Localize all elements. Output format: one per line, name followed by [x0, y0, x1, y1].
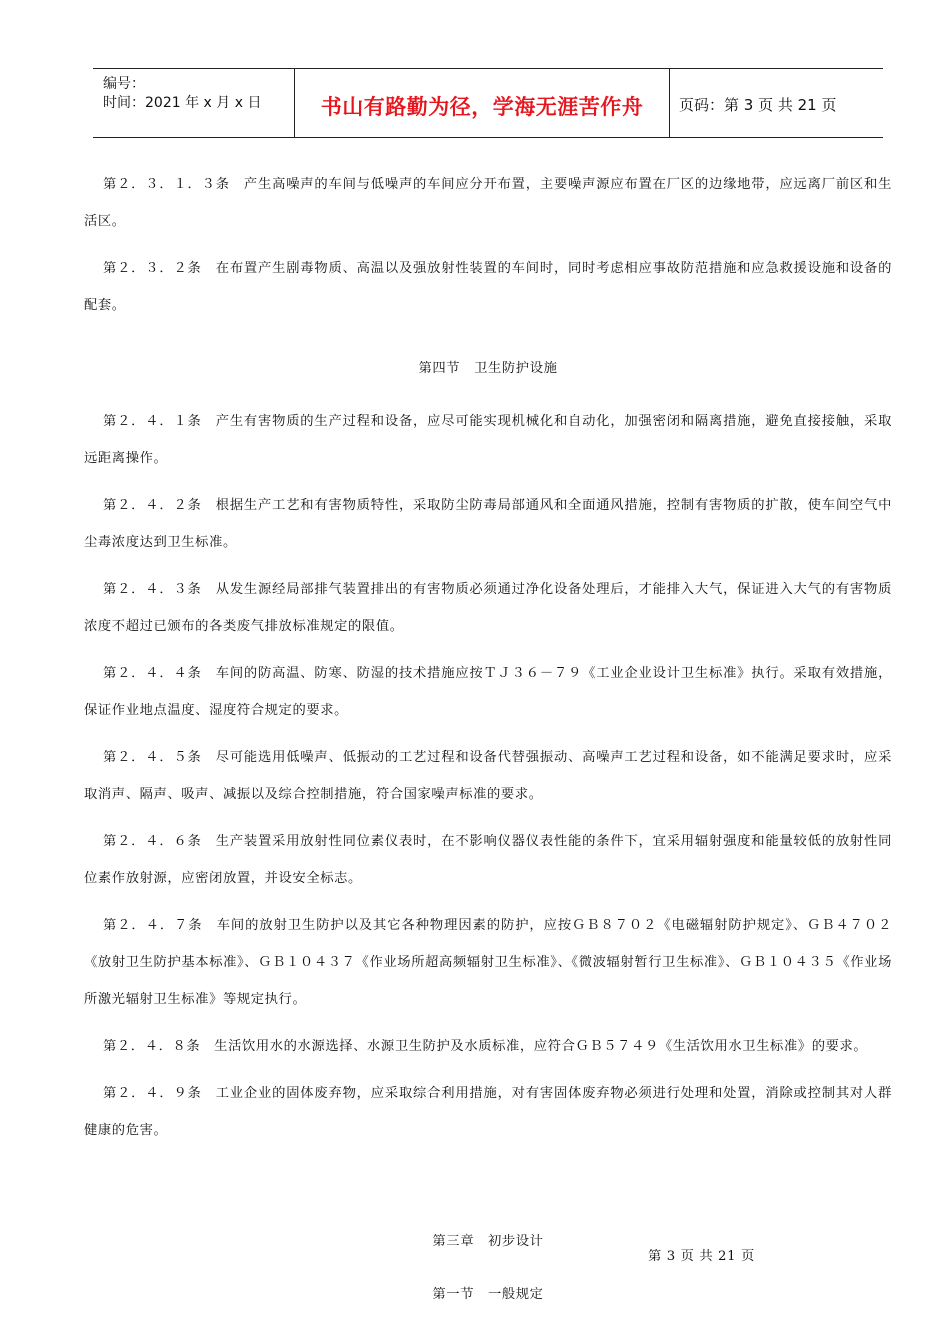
- motto-text: 书山有路勤为径，学海无涯苦作舟: [320, 95, 644, 119]
- article-paragraph: 第２．４．２条 根据生产工艺和有害物质特性，采取防尘防毒局部通风和全面通风措施，控制有害物质的扩散，使车间空气中尘毒浓度达到卫生标准。: [84, 498, 892, 550]
- article-paragraph: 第２．３．２条 在布置产生剧毒物质、高温以及强放射性装置的车间时，同时考虑相应事故防范措施和应急救援设施和设备的配套。: [84, 261, 892, 313]
- spacer: [84, 334, 892, 350]
- article-paragraph: 第２．３．１．３条 产生高噪声的车间与低噪声的车间应分开布置，主要噪声源应布置在厂区的边缘地带，应远离厂前区和生活区。: [84, 177, 892, 229]
- chapter-heading: 第三章 初步设计: [432, 1234, 544, 1249]
- time-label: 时间：2021 年 x 月 x 日: [103, 95, 262, 111]
- spacer: [84, 1260, 892, 1276]
- page-header: [93, 68, 883, 138]
- article-paragraph: 第２．４．３条 从发生源经局部排气装置排出的有害物质必须通过净化设备处理后，才能排入大气，保证进入大气的有害物质浓度不超过已颁布的各类废气排放标准规定的限值。: [84, 582, 892, 634]
- number-label: 编号：: [103, 76, 145, 92]
- header-motto-cell: [294, 69, 670, 137]
- article-paragraph: 第２．４．５条 尽可能选用低噪声、低振动的工艺过程和设备代替强振动、高噪声工艺过程和设备，如不能满足要求时，应采取消声、隔声、吸声、减振以及综合控制措施，符合国家噪声标准的要求。: [84, 750, 892, 802]
- article-paragraph: 第２．４．７条 车间的放射卫生防护以及其它各种物理因素的防护，应按ＧＢ８７０２《电磁辐射防护规定》、ＧＢ４７０２《放射卫生防护基本标准》、ＧＢ１０４３７《作业场所超高频辐射卫生标准》、《微波辐射暂行卫生标准》、ＧＢ１０４３５《作业场所激光辐射卫生标准》等规定执行。: [84, 918, 892, 1007]
- article-paragraph: 第２．４．１条 产生有害物质的生产过程和设备，应尽可能实现机械化和自动化，加强密闭和隔离措施，避免直接接触，采取远距离操作。: [84, 414, 892, 466]
- page-footer: 第 3 页 共 21 页: [648, 1249, 755, 1264]
- section-heading: 第四节 卫生防护设施: [418, 361, 558, 376]
- page-code: 页码：第 3 页 共 21 页: [679, 96, 837, 114]
- spacer: [84, 387, 892, 403]
- spacer: [84, 1159, 892, 1223]
- section-heading: 第一节 一般规定: [432, 1287, 544, 1302]
- header-page-cell: [669, 69, 883, 137]
- article-paragraph: 第２．４．８条 生活饮用水的水源选择、水源卫生防护及水质标准，应符合ＧＢ５７４９《生活饮用水卫生标准》的要求。: [103, 1039, 868, 1054]
- header-meta-cell: [93, 69, 294, 137]
- article-paragraph: 第２．４．４条 车间的防高温、防寒、防湿的技术措施应按ＴＪ３６－７９《工业企业设计卫生标准》执行。采取有效措施，保证作业地点温度、湿度符合规定的要求。: [84, 666, 892, 718]
- article-paragraph: 第２．４．９条 工业企业的固体废弃物，应采取综合利用措施，对有害固体废弃物必须进行处理和处置，消除或控制其对人群健康的危害。: [84, 1086, 892, 1138]
- document-body: [84, 166, 892, 1313]
- article-paragraph: 第２．４．６条 生产装置采用放射性同位素仪表时，在不影响仪器仪表性能的条件下，宜采用辐射强度和能量较低的放射性同位素作放射源，应密闭放置，并设安全标志。: [84, 834, 892, 886]
